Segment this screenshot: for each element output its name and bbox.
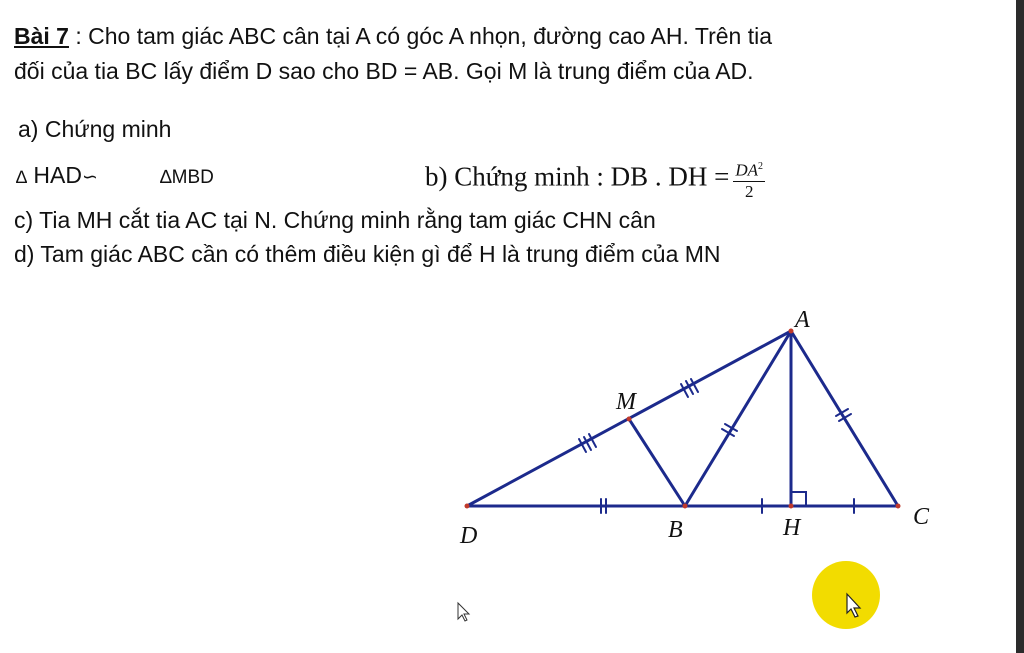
cursor-highlight bbox=[812, 561, 880, 629]
triangle-mbd: ∆MBD bbox=[160, 167, 214, 188]
label-a: A bbox=[795, 307, 810, 333]
segment-ba bbox=[685, 331, 791, 506]
part-c-statement: c) Tia MH cắt tia AC tại N. Chứng minh rằng tam giác CHN cân bbox=[14, 207, 656, 233]
small-cursor-icon bbox=[458, 603, 469, 621]
part-b-text: b) Chứng minh : DB . DH = bbox=[425, 161, 730, 192]
problem-intro-1: : Cho tam giác ABC cân tại A có góc A nhọn, đường cao AH. Trên tia bbox=[68, 23, 772, 49]
label-b: B bbox=[668, 517, 683, 543]
label-d: D bbox=[460, 523, 478, 549]
figure-points bbox=[465, 329, 901, 509]
label-h: H bbox=[783, 515, 801, 541]
label-m: M bbox=[616, 389, 636, 415]
part-a-label: a) Chứng minh bbox=[18, 116, 172, 142]
segment-mb bbox=[629, 419, 685, 506]
problem-title: Bài 7 bbox=[14, 23, 69, 49]
fraction-denominator: 2 bbox=[744, 181, 754, 201]
similar-symbol: ∽ bbox=[81, 167, 98, 188]
triangle-symbol: ∆ bbox=[16, 167, 28, 187]
label-c: C bbox=[913, 504, 930, 530]
triangle-had: HAD bbox=[33, 162, 82, 188]
right-angle-mark bbox=[791, 492, 806, 506]
part-d-statement: d) Tam giác ABC cần có thêm điều kiện gì để H là trung điểm của MN bbox=[14, 241, 721, 267]
fraction-numerator: $DA^2$ bbox=[733, 157, 765, 182]
problem-line-2: đối của tia BC lấy điểm D sao cho BD = AB. Gọi M là trung điểm của AD. bbox=[14, 58, 754, 84]
window-edge bbox=[1016, 0, 1024, 653]
